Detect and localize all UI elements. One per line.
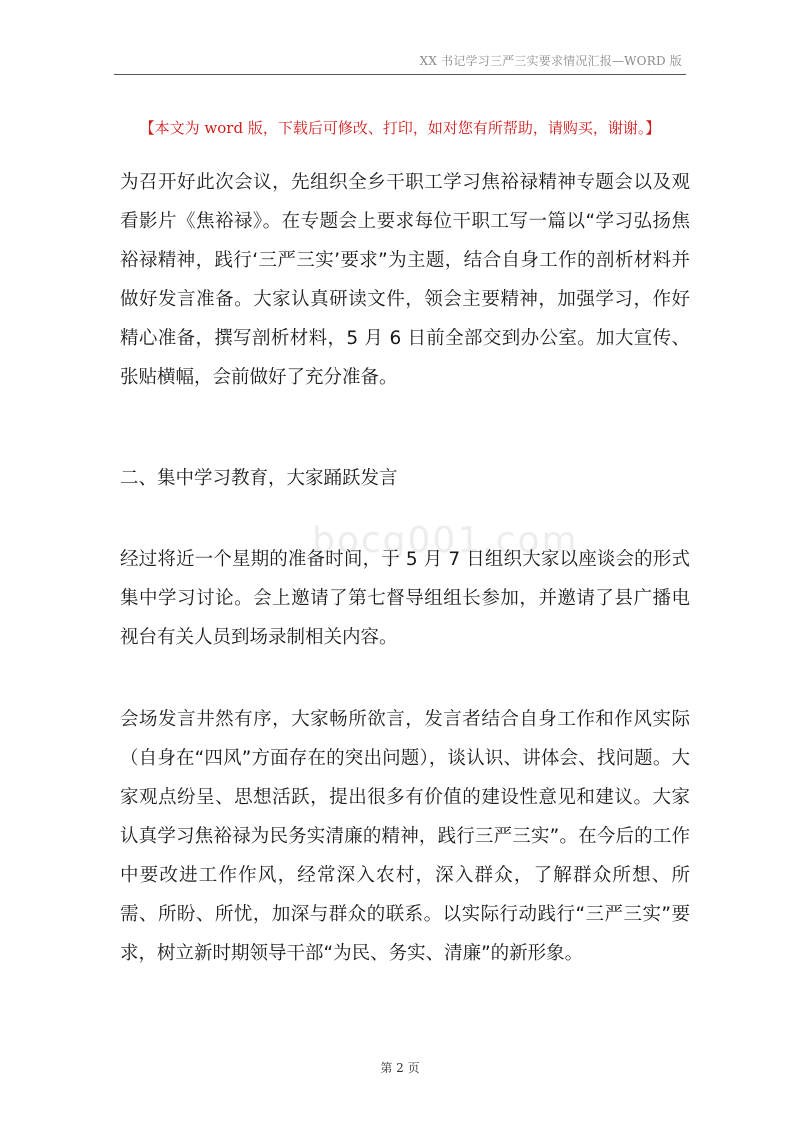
section-heading-2: 二、集中学习教育，大家踊跃发言 — [120, 468, 398, 489]
page-number: 第 2 页 — [380, 1061, 420, 1075]
paragraph-discussion: 会场发言井然有序，大家畅所欲言，发言者结合自身工作和作风实际（自身在“四风”方面存在的突出问题），谈认识、讲体会、找问题。大家观点纷呈、思想活跃，提出很多有价值的建设性意见和建议。大家认真学习焦裕禄为民务实清廉的精神，践行三严三实”。在今后的工作中要改进工作作风，经常深入农村，深入群众，了解群众所想、所需、所盼、所忧，加深与群众的联系。以实际行动践行“三严三实”要求，树立新时期领导干部“为民、务实、清廉”的新形象。 — [120, 709, 690, 964]
watermark-logo: bocg001.com — [312, 520, 579, 561]
paragraph-preparation: 为召开好此次会议，先组织全乡干职工学习焦裕禄精神专题会以及观看影片《焦裕禄》。在专题会上要求每位干职工写一篇以“学习弘扬焦裕禄精神，践行‘三严三实’要求”为主题，结合自身工作的剖析材料并做好发言准备。大家认真研读文件，领会主要精神，加强学习，作好精心准备，撰写剖析材料，5 月 6 日前全部交到办公室。加大宣传、张贴横幅，会前做好了充分准备。 — [120, 172, 690, 388]
paragraph-meeting: 经过将近一个星期的准备时间，于 5 月 7 日组织大家以座谈会的形式集中学习讨论。会上邀请了第七督导组组长参加，并邀请了县广播电视台有关人员到场录制相关内容。 — [120, 549, 690, 648]
download-notice: 【本文为 word 版，下载后可修改、打印，如对您有所帮助，请购买，谢谢。】 — [139, 119, 661, 137]
running-header: XX 书记学习三严三实要求情况汇报—WORD 版 — [419, 54, 682, 68]
header-divider — [114, 74, 686, 75]
